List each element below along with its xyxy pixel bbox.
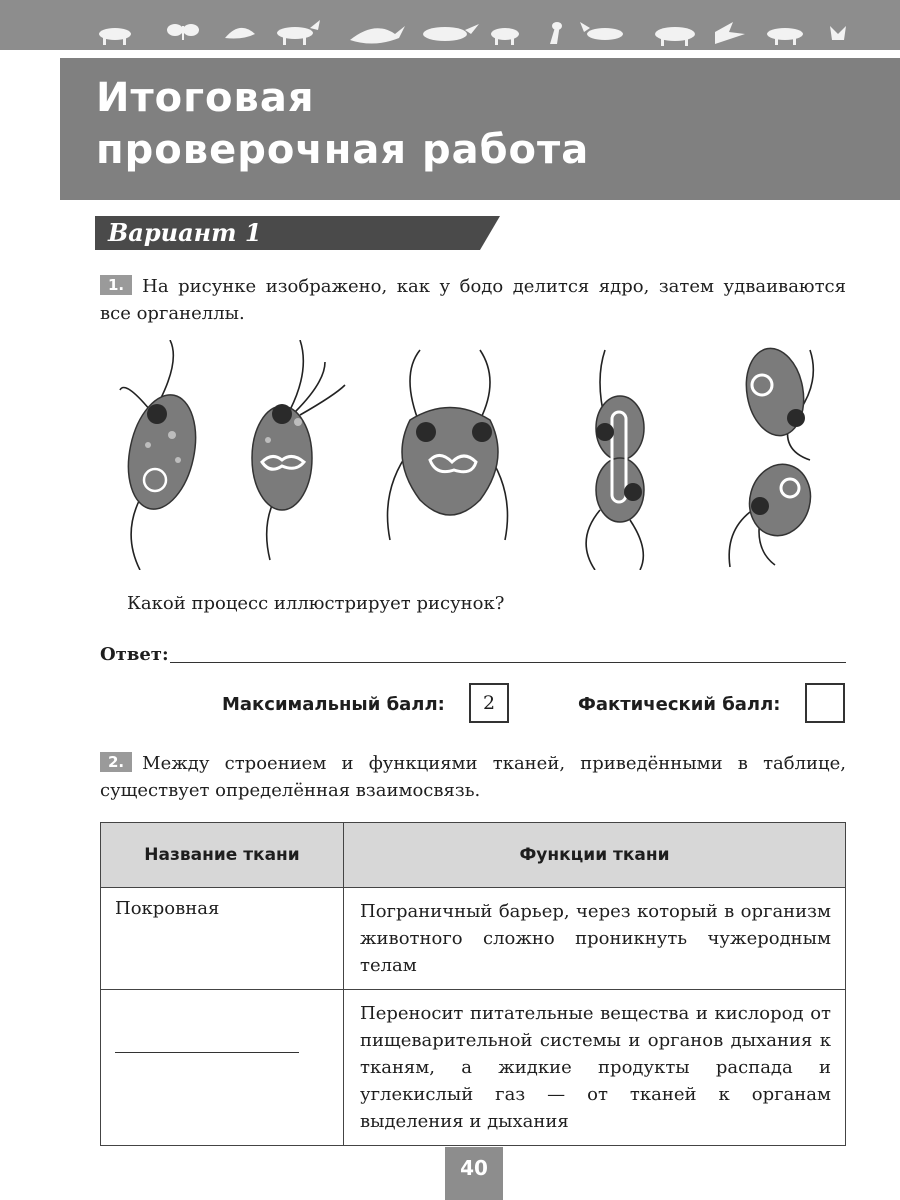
tissue-name-cell[interactable] <box>101 990 344 1146</box>
task-2-text-block <box>100 750 846 804</box>
tissue-name-blank-field[interactable] <box>115 1052 299 1053</box>
top-decorative-strip <box>0 0 900 50</box>
task-1-text-block <box>100 273 846 327</box>
max-score-box: 2 <box>469 683 509 723</box>
page-number: 40 <box>445 1147 503 1200</box>
tissue-table <box>100 822 846 1146</box>
task-2-number: 2. <box>100 752 132 772</box>
task-1-text: На рисунке изображено, как у бодо делится ядро, затем удваиваются все органеллы. <box>100 276 846 324</box>
bodo-division-figure <box>110 340 840 570</box>
title-line-2: проверочная работа <box>96 127 590 173</box>
actual-score-box[interactable] <box>805 683 845 723</box>
answer-field[interactable] <box>170 662 846 663</box>
task-2-text: Между строением и функциями тканей, приведёнными в таблице, существует определённая взаимосвязь. <box>100 753 846 801</box>
variant-label: Вариант 1 <box>108 218 262 247</box>
task-1-question: Какой процесс иллюстрирует рисунок? <box>127 593 505 614</box>
title-line-1: Итоговая <box>96 75 315 121</box>
header-tissue-function: Функции ткани <box>344 823 846 888</box>
header-tissue-name: Название ткани <box>101 823 344 888</box>
table-row <box>101 990 846 1146</box>
tissue-function-cell: Переносит питательные вещества и кислород от пищеварительной системы и органов дыхания к тканям, а жидкие продукты распада и углекислый газ — от тканей к органам выделения и дыхания <box>344 990 846 1146</box>
tissue-function-cell: Пограничный барьер, через который в организм животного сложно проникнуть чужеродным телам <box>344 888 846 990</box>
task-1-number: 1. <box>100 275 132 295</box>
actual-score-label: Фактический балл: <box>578 694 781 715</box>
answer-label: Ответ: <box>100 644 169 665</box>
page-title <box>96 72 589 176</box>
max-score-label: Максимальный балл: <box>222 694 445 715</box>
table-header-row <box>101 823 846 888</box>
tissue-name-cell: Покровная <box>101 888 344 990</box>
animal-silhouettes-icon <box>95 18 855 46</box>
table-row <box>101 888 846 990</box>
